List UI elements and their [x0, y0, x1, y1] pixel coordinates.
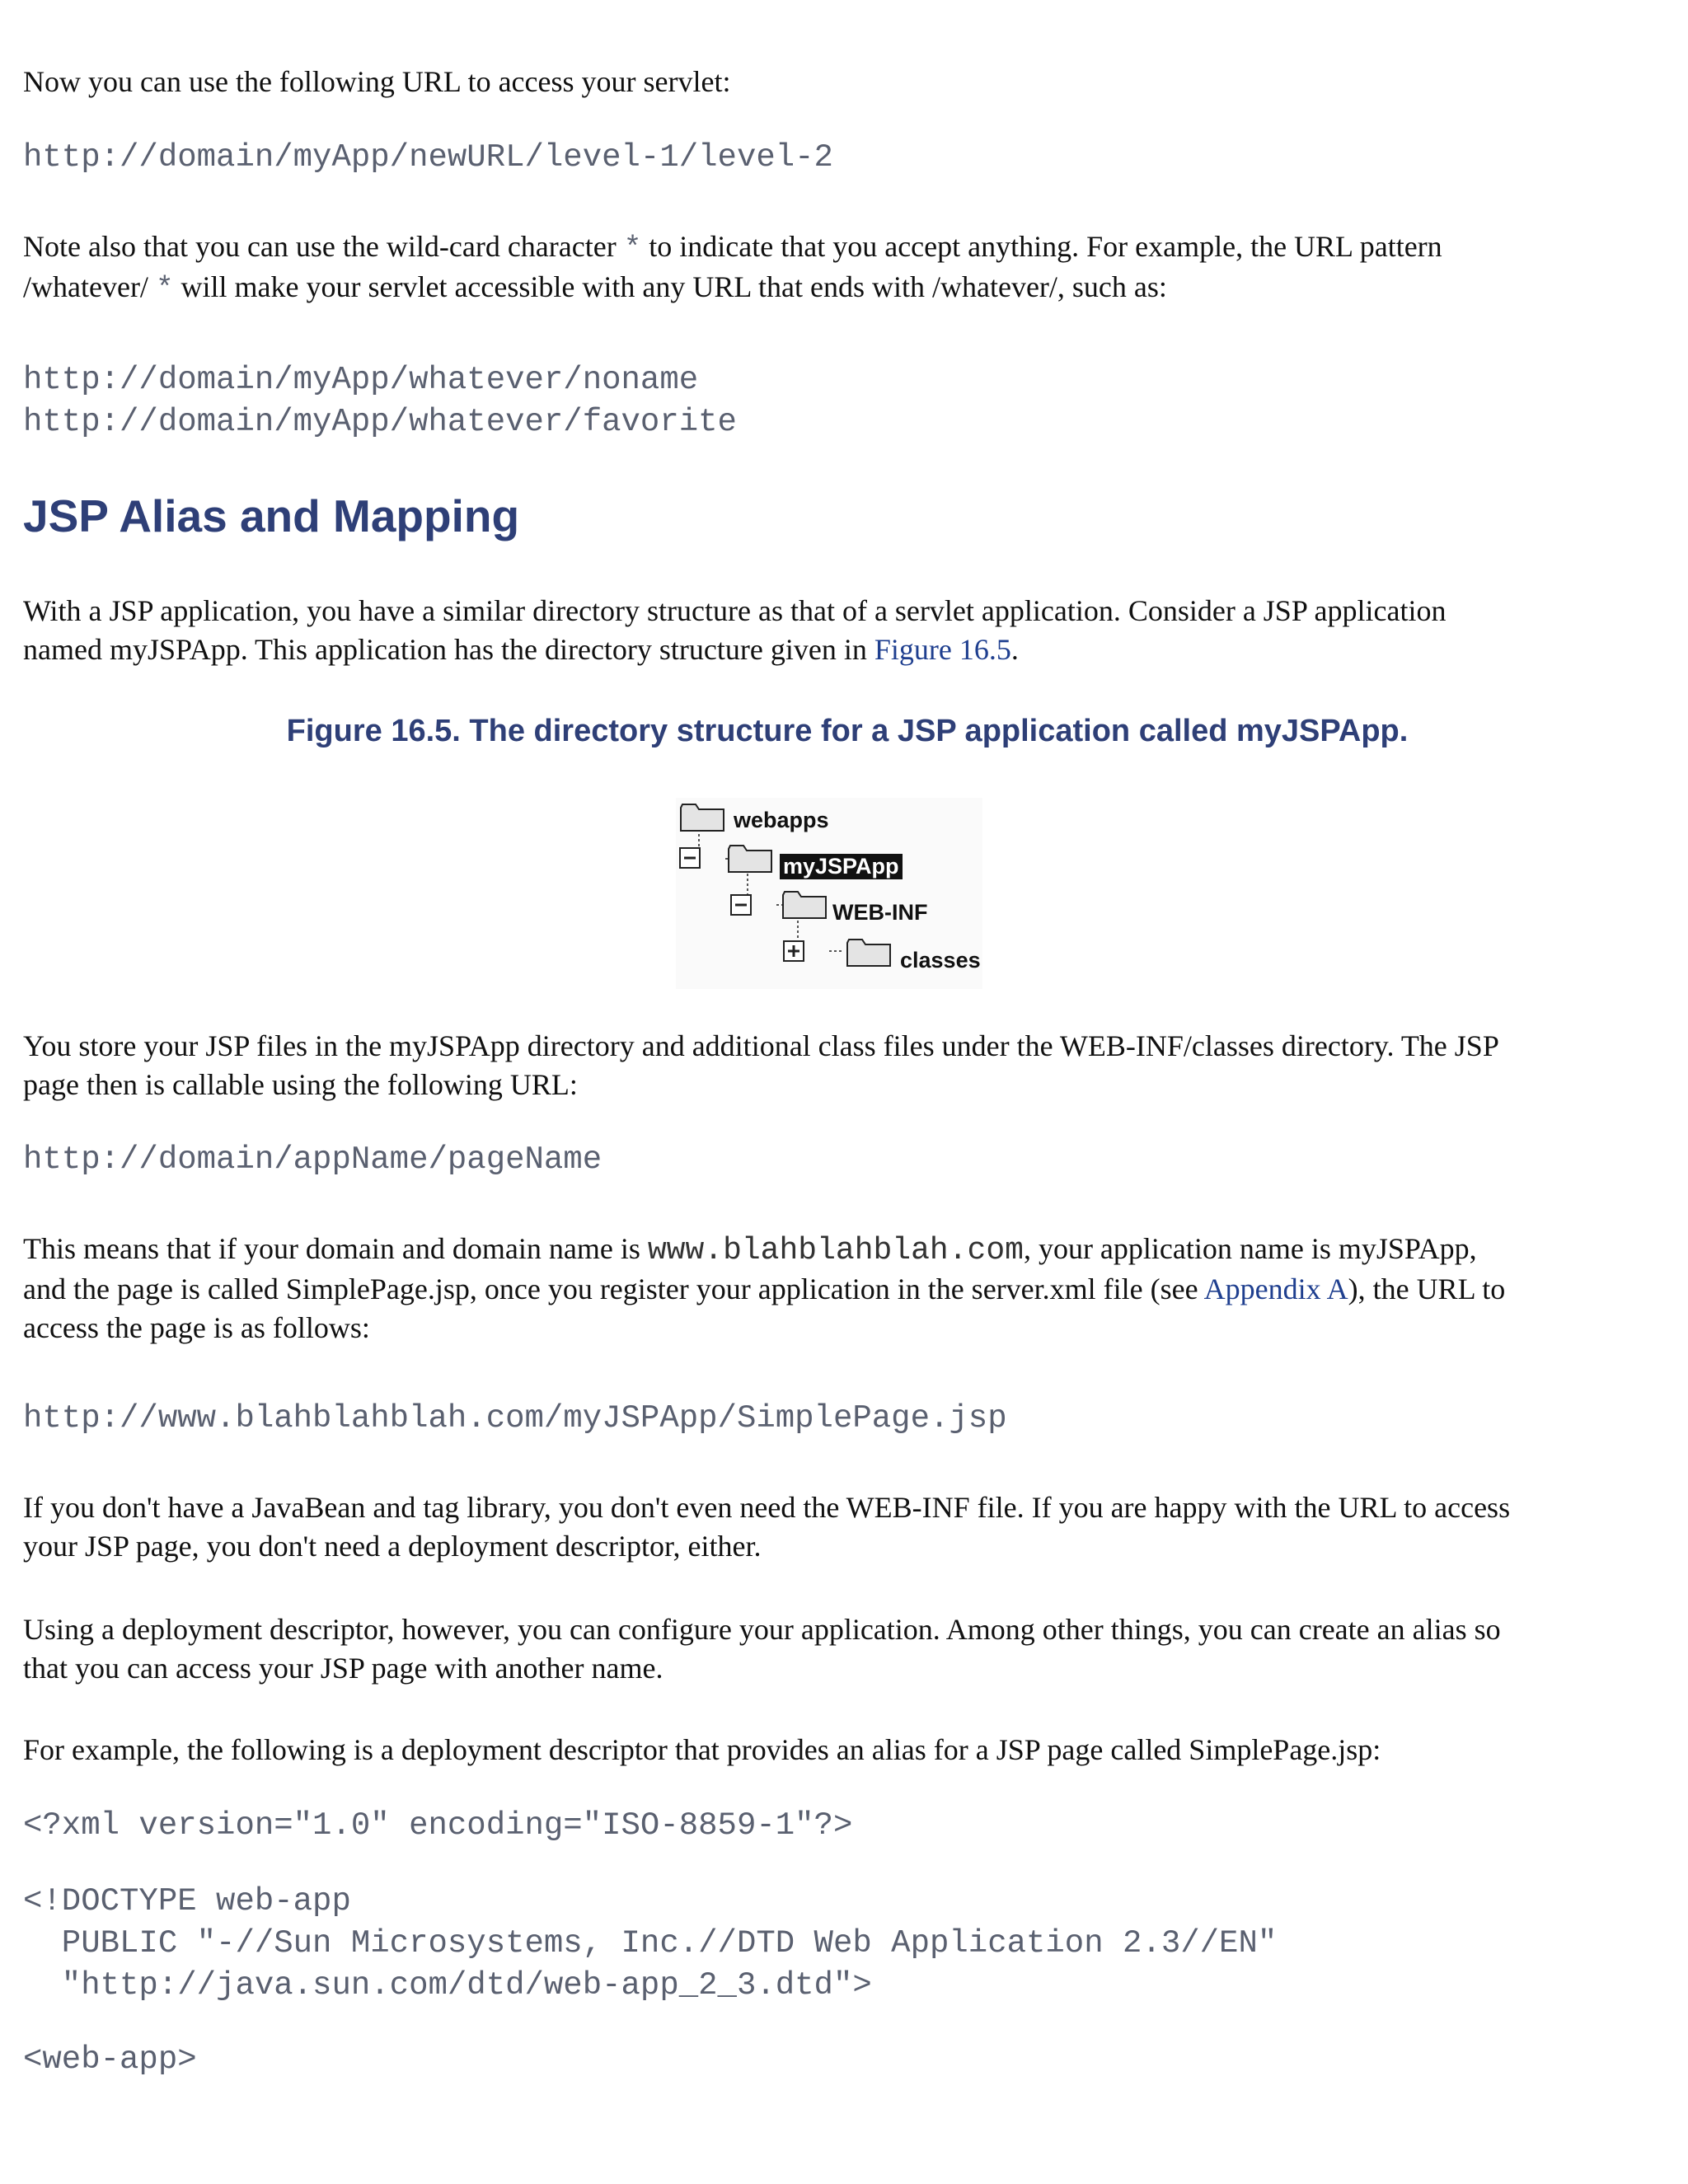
javabean-paragraph: If you don't have a JavaBean and tag library, you don't even need the WEB-INF file. If you are happy with the URL to access your JSP page, you don't need a deployment descriptor, either.	[23, 1491, 1511, 1563]
code-whatever-urls	[23, 359, 737, 443]
figure-caption: Figure 16.5. The directory structure for a JSP application called myJSPApp.	[286, 714, 1409, 748]
jsp-files-paragraph: You store your JSP files in the myJSPApp directory and additional class files under the WEB-INF/classes directory. The JSP page then is callable using the following URL:	[23, 1029, 1499, 1101]
domain-paragraph: This means that if your domain and domain name is www.blahblahblah.com, your application name is myJSPApp, and the page is called SimplePage.jsp, once you register your application in the server.xml file (see Appendix A), the URL to access the page is as follows:	[23, 1232, 1506, 1344]
code-page-url: http://domain/appName/pageName	[23, 1141, 603, 1178]
jsp-structure-paragraph: With a JSP application, you have a similar directory structure as that of a servlet application. Consider a JSP application named myJSPApp. This application has the directory structure given in Figure 16.5.	[23, 594, 1447, 666]
folder-icon	[727, 842, 773, 874]
expand-icon	[783, 940, 804, 962]
example-paragraph: For example, the following is a deployment descriptor that provides an alias for a JSP page called SimplePage.jsp:	[23, 1733, 1381, 1766]
tree-node-web-inf: WEB-INF	[832, 900, 928, 925]
intro-paragraph: Now you can use the following URL to access your servlet:	[23, 65, 731, 98]
folder-icon	[846, 936, 892, 968]
inline-domain: www.blahblahblah.com	[647, 1233, 1024, 1268]
code-line: "http://java.sun.com/dtd/web-app_2_3.dtd">	[23, 1967, 872, 2004]
collapse-icon	[730, 894, 752, 916]
collapse-icon	[679, 847, 701, 869]
code-line: http://domain/myApp/whatever/noname	[23, 362, 699, 398]
descriptor-paragraph: Using a deployment descriptor, however, you can configure your application. Among other things, you can create an alias so that you can access your JSP page with another name.	[23, 1613, 1501, 1685]
code-simplepage-url: http://www.blahblahblah.com/myJSPApp/SimplePage.jsp	[23, 1400, 1007, 1436]
folder-icon	[781, 888, 828, 920]
wildcard-paragraph: Note also that you can use the wild-card character * to indicate that you accept anything. For example, the URL pattern /whatever/ * will make your servlet accessible with any URL that ends with /whatever/, such as:	[23, 230, 1442, 306]
code-line: <!DOCTYPE web-app	[23, 1883, 351, 1919]
tree-node-classes: classes	[900, 948, 981, 972]
code-web-app-tag: <web-app>	[23, 2041, 197, 2078]
wildcard-star: *	[623, 232, 642, 265]
tree-node-webapps: webapps	[734, 808, 829, 832]
code-xml-declaration: <?xml version="1.0" encoding="ISO-8859-1"?>	[23, 1807, 853, 1844]
code-servlet-url: http://domain/myApp/newURL/level-1/level-2	[23, 139, 833, 176]
wildcard-star: *	[155, 272, 174, 306]
code-line: PUBLIC "-//Sun Microsystems, Inc.//DTD Web Application 2.3//EN"	[23, 1925, 1278, 1961]
tree-node-myjspapp: myJSPApp	[780, 854, 903, 879]
section-heading: JSP Alias and Mapping	[23, 490, 520, 541]
directory-tree-figure	[676, 798, 982, 989]
appendix-link[interactable]: Appendix A	[1203, 1272, 1348, 1305]
folder-icon	[679, 801, 725, 832]
figure-link[interactable]: Figure 16.5	[874, 633, 1011, 666]
code-doctype	[23, 1881, 1277, 2007]
code-line: http://domain/myApp/whatever/favorite	[23, 404, 737, 440]
